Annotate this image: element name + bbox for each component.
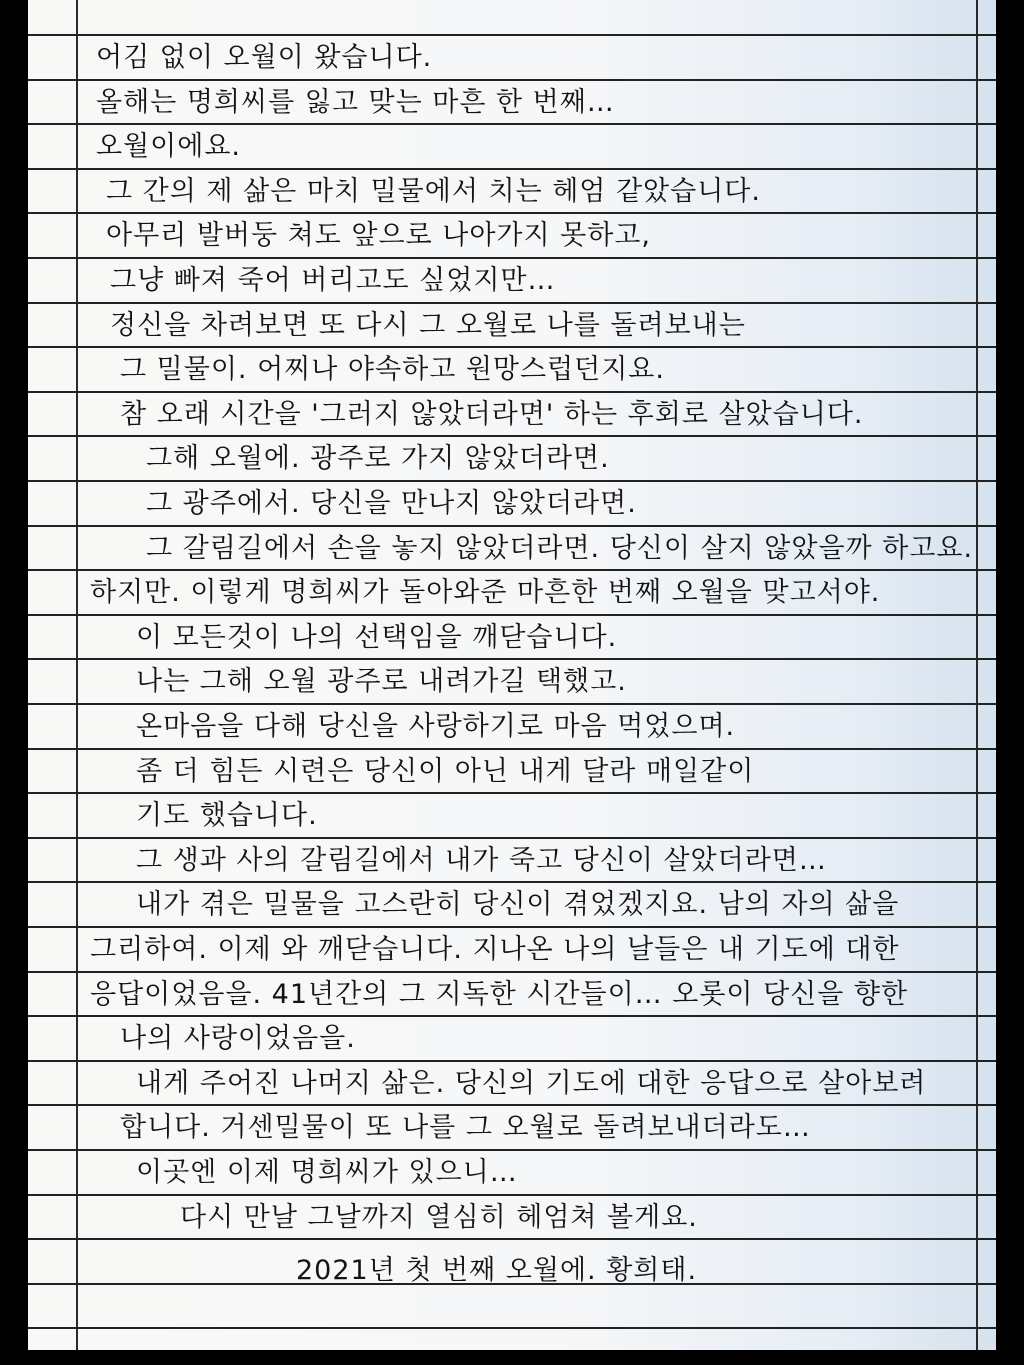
letter-line: 내게 주어진 나머지 삶은. 당신의 기도에 대한 응답으로 살아보려 xyxy=(136,1068,927,1099)
letter-line: 그냥 빠져 죽어 버리고도 싶었지만… xyxy=(110,265,556,296)
ruled-line xyxy=(28,212,996,214)
ruled-line xyxy=(28,926,996,928)
ruled-line xyxy=(28,435,996,437)
ruled-line xyxy=(28,168,996,170)
ruled-line xyxy=(28,525,996,527)
ruled-line xyxy=(28,302,996,304)
letter-line: 참 오래 시간을 '그러지 않았더라면' 하는 후회로 살았습니다. xyxy=(120,399,864,430)
letter-line: 그리하여. 이제 와 깨닫습니다. 지나온 나의 날들은 내 기도에 대한 xyxy=(90,934,900,965)
ruled-line xyxy=(28,34,996,36)
ruled-line xyxy=(28,79,996,81)
ruled-line xyxy=(28,614,996,616)
ruled-line xyxy=(28,123,996,125)
ruled-line xyxy=(28,1238,996,1240)
letter-line: 그 밀물이. 어찌나 야속하고 원망스럽던지요. xyxy=(120,354,665,385)
ruled-line xyxy=(28,1015,996,1017)
ruled-line xyxy=(28,703,996,705)
letter-line: 그 광주에서. 당신을 만나지 않았더라면. xyxy=(146,488,637,519)
letter-line: 합니다. 거센밀물이 또 나를 그 오월로 돌려보내더라도… xyxy=(120,1112,811,1143)
letter-line: 좀 더 힘든 시련은 당신이 아닌 내게 달라 매일같이 xyxy=(136,756,755,787)
ruled-line xyxy=(28,1327,996,1329)
letter-line: 오월이에요. xyxy=(96,131,241,162)
letter-line: 나의 사랑이었음을. xyxy=(120,1023,356,1054)
letter-line: 그해 오월에. 광주로 가지 않았더라면. xyxy=(146,443,610,474)
letter-line: 다시 만날 그날까지 열심히 헤엄쳐 볼게요. xyxy=(180,1202,698,1233)
ruled-line xyxy=(28,391,996,393)
ruled-line xyxy=(28,792,996,794)
letter-line: 이 모든것이 나의 선택임을 깨닫습니다. xyxy=(136,622,618,653)
letter-line: 응답이었음을. 41년간의 그 지독한 시간들이… 오롯이 당신을 향한 xyxy=(90,979,909,1010)
letter-line: 올해는 명희씨를 잃고 맞는 마흔 한 번째… xyxy=(96,87,615,118)
letter-line: 내가 겪은 밀물을 고스란히 당신이 겪었겠지요. 남의 자의 삶을 xyxy=(136,889,900,920)
letter-line: 그 생과 사의 갈림길에서 내가 죽고 당신이 살았더라면… xyxy=(136,845,827,876)
ruled-line xyxy=(28,1149,996,1151)
ruled-line xyxy=(28,748,996,750)
letter-paper xyxy=(28,0,996,1350)
letter-line: 정신을 차려보면 또 다시 그 오월로 나를 돌려보내는 xyxy=(110,310,746,341)
letter-line: 하지만. 이렇게 명희씨가 돌아와준 마흔한 번째 오월을 맞고서야. xyxy=(90,577,881,608)
letter-line: 아무리 발버둥 쳐도 앞으로 나아가지 못하고, xyxy=(106,220,651,251)
ruled-line xyxy=(28,569,996,571)
ruled-line xyxy=(28,658,996,660)
right-edge-line xyxy=(976,0,978,1350)
ruled-line xyxy=(28,480,996,482)
letter-line: 그 간의 제 삶은 마치 밀물에서 치는 헤엄 같았습니다. xyxy=(106,176,761,207)
letter-line: 온마음을 다해 당신을 사랑하기로 마음 먹었으며. xyxy=(136,711,736,742)
ruled-line xyxy=(28,971,996,973)
ruled-line xyxy=(28,1060,996,1062)
ruled-line xyxy=(28,837,996,839)
ruled-line xyxy=(28,1104,996,1106)
letter-line: 나는 그해 오월 광주로 내려가길 택했고. xyxy=(136,666,627,697)
ruled-line xyxy=(28,346,996,348)
ruled-line xyxy=(28,881,996,883)
letter-line: 기도 했습니다. xyxy=(136,800,318,831)
letter-line: 이곳엔 이제 명희씨가 있으니… xyxy=(136,1157,518,1188)
ruled-line xyxy=(28,257,996,259)
margin-line xyxy=(76,0,78,1350)
letter-line: 그 갈림길에서 손을 놓지 않았더라면. 당신이 살지 않았을까 하고요. xyxy=(146,533,974,564)
bottom-black-band xyxy=(0,1350,1024,1365)
signature-line: 2021년 첫 번째 오월에. 황희태. xyxy=(296,1255,698,1286)
ruled-line xyxy=(28,1194,996,1196)
letter-line: 어김 없이 오월이 왔습니다. xyxy=(96,42,433,73)
